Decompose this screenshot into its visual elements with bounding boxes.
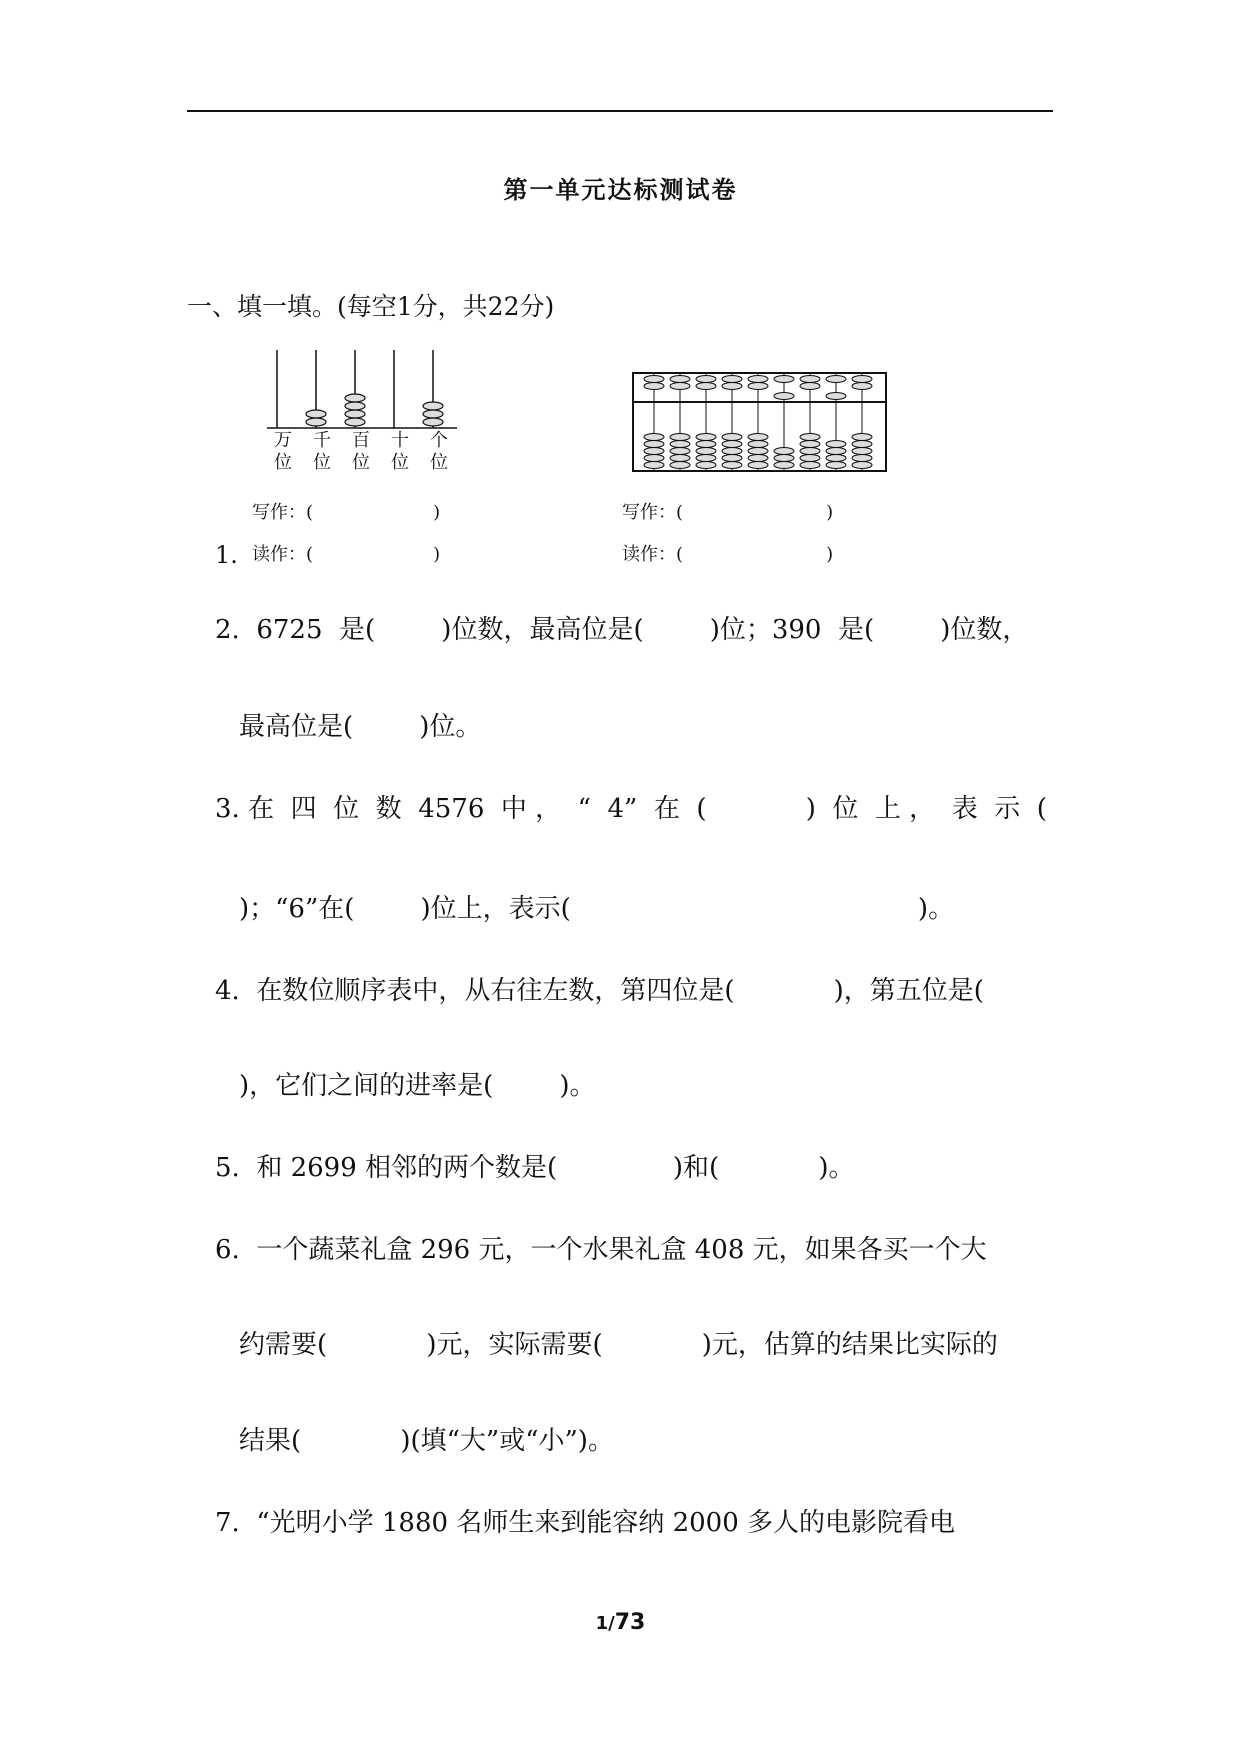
abacus-bead [423, 410, 443, 418]
q4-line1: 4. 在数位顺序表中，从右往左数，第四位是( )，第五位是( [215, 976, 984, 1006]
suanpan-bead [826, 441, 846, 448]
suanpan-bead [826, 448, 846, 455]
suanpan-bead [852, 462, 872, 469]
label-bai: 百 位 [352, 430, 370, 473]
suanpan-bead [696, 376, 716, 383]
q3-line2: )；“6”在( )位上，表示( )。 [239, 894, 955, 924]
suanpan-bead [774, 462, 794, 469]
suanpan-bead [696, 441, 716, 448]
suanpan-bead [800, 462, 820, 469]
page-current: 1/ [595, 1613, 615, 1634]
suanpan-bead [800, 455, 820, 462]
label-wan: 万 位 [274, 430, 292, 473]
suanpan-bead [722, 462, 742, 469]
suanpan-bead [826, 393, 846, 400]
suanpan-bead [852, 376, 872, 383]
suanpan-bead [722, 376, 742, 383]
suanpan-bead [774, 393, 794, 400]
suanpan-bead [800, 448, 820, 455]
suanpan-bead [852, 434, 872, 441]
abacus-right-figure [632, 372, 887, 472]
abacus-left-figure [262, 350, 462, 430]
suanpan-bead [644, 448, 664, 455]
q6-line1: 6. 一个蔬菜礼盒 296 元，一个水果礼盒 408 元，如果各买一个大 [215, 1235, 987, 1265]
section-heading: 一、填一填。(每空1分，共22分) [187, 292, 555, 321]
top-rule [187, 110, 1053, 112]
suanpan-bead [696, 455, 716, 462]
suanpan-bead [696, 434, 716, 441]
suanpan-bead [852, 383, 872, 390]
suanpan-bead [722, 455, 742, 462]
suanpan-bead [670, 462, 690, 469]
suanpan-bead [644, 383, 664, 390]
write-left: 写作：( ) [252, 502, 441, 523]
suanpan-bead [748, 441, 768, 448]
abacus-bead [345, 410, 365, 418]
abacus-bead [423, 402, 443, 410]
q2-line1: 2. 6725 是( )位数，最高位是( )位；390 是( )位数， [215, 615, 1029, 645]
suanpan-bead [852, 455, 872, 462]
suanpan-bead [670, 383, 690, 390]
suanpan-bead [748, 383, 768, 390]
label-ge: 个 位 [430, 430, 448, 473]
suanpan-bead [774, 376, 794, 383]
q2-line2: 最高位是( )位。 [239, 712, 482, 742]
suanpan-bead [722, 383, 742, 390]
page-total: 73 [614, 1610, 646, 1635]
suanpan-bead [748, 462, 768, 469]
q5-line: 5. 和 2699 相邻的两个数是( )和( )。 [215, 1153, 855, 1183]
abacus-bead [345, 418, 365, 426]
q1-number: 1. [215, 541, 238, 569]
suanpan-bead [774, 455, 794, 462]
suanpan-bead [826, 376, 846, 383]
suanpan-bead [800, 441, 820, 448]
abacus-bead [423, 418, 443, 426]
page-title: 第一单元达标测试卷 [503, 175, 738, 204]
suanpan-bead [800, 434, 820, 441]
write-right: 写作：( ) [622, 502, 834, 523]
suanpan-bead [670, 441, 690, 448]
suanpan-bead [670, 455, 690, 462]
suanpan-bead [644, 455, 664, 462]
suanpan-bead [748, 455, 768, 462]
suanpan-bead [670, 448, 690, 455]
suanpan-bead [670, 434, 690, 441]
suanpan-bead [748, 448, 768, 455]
suanpan-bead [826, 462, 846, 469]
suanpan-bead [696, 383, 716, 390]
suanpan-bead [644, 462, 664, 469]
q6-line2: 约需要( )元，实际需要( )元，估算的结果比实际的 [239, 1330, 998, 1360]
suanpan-bead [722, 448, 742, 455]
suanpan-bead [748, 434, 768, 441]
abacus-left-labels [268, 430, 458, 480]
label-shi: 十 位 [391, 430, 409, 473]
suanpan-bead [748, 376, 768, 383]
suanpan-bead [670, 376, 690, 383]
q6-line3: 结果( )(填“大”或“小”)。 [239, 1426, 614, 1456]
page-number [0, 1610, 1241, 1635]
suanpan-bead [644, 441, 664, 448]
abacus-bead [345, 394, 365, 402]
suanpan-bead [852, 448, 872, 455]
q7-line1: 7. “光明小学 1880 名师生来到能容纳 2000 多人的电影院看电 [215, 1508, 956, 1538]
suanpan-bead [722, 441, 742, 448]
suanpan-bead [774, 448, 794, 455]
q4-line2: )，它们之间的进率是( )。 [239, 1071, 596, 1101]
suanpan-bead [722, 434, 742, 441]
q3-line1: 3. 在 四 位 数 4576 中 ， “ 4” 在 ( ) 位 上 ， 表 示 ( [215, 794, 1047, 824]
suanpan-bead [644, 376, 664, 383]
read-left: 读作：( ) [252, 544, 441, 565]
suanpan-bead [800, 376, 820, 383]
abacus-bead [306, 410, 326, 418]
suanpan-bead [852, 441, 872, 448]
suanpan-bead [826, 455, 846, 462]
abacus-bead [306, 418, 326, 426]
abacus-bead [345, 402, 365, 410]
label-qian: 千 位 [313, 430, 331, 473]
suanpan-bead [800, 383, 820, 390]
suanpan-bead [696, 462, 716, 469]
suanpan-bead [696, 448, 716, 455]
suanpan-bead [644, 434, 664, 441]
read-right: 读作：( ) [622, 544, 834, 565]
